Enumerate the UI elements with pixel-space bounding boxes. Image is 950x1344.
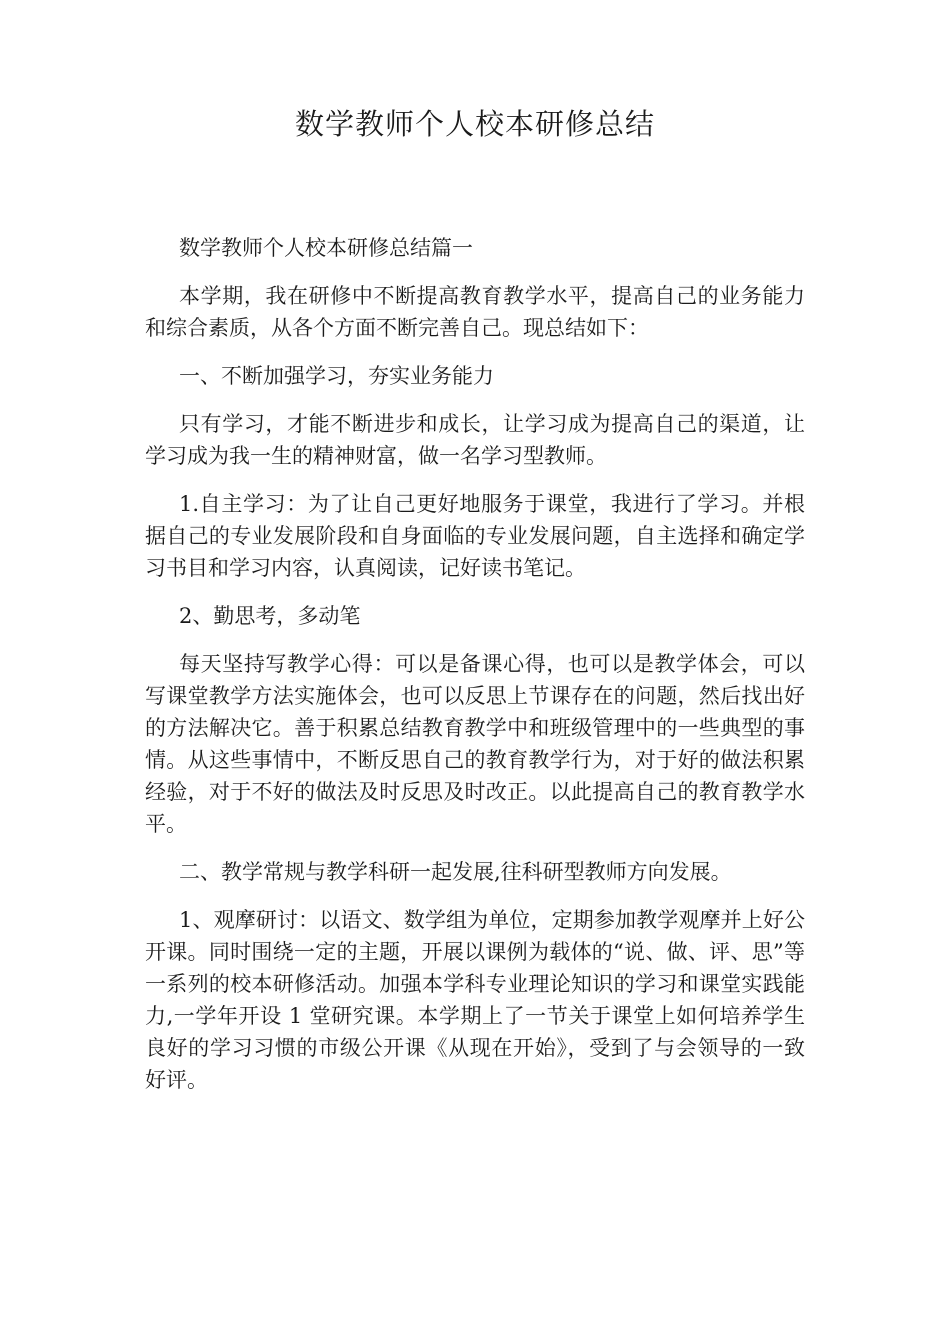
section-heading-learning: 一、不断加强学习，夯实业务能力 bbox=[179, 364, 494, 388]
section-heading-research: 二、教学常规与教学科研一起发展,往科研型教师方向发展。 bbox=[179, 860, 732, 884]
section-heading-part-one: 数学教师个人校本研修总结篇一 bbox=[179, 236, 473, 260]
reflection-paragraph: 每天坚持写教学心得：可以是备课心得，也可以是教学体会，可以写课堂教学方法实施体会，也可以反思上节课存在的问题，然后找出好的方法解决它。善于积累总结教育教学中和班级管理中的一些典型的事情。从这些事情中，不断反思自己的教育教学行为，对于好的做法积累经验，对于不好的做法及时反思及时改正。以此提高自己的教育教学水平。 bbox=[145, 652, 805, 836]
document-body bbox=[145, 232, 805, 1112]
self-study-paragraph: 1.自主学习：为了让自己更好地服务于课堂，我进行了学习。并根据自己的专业发展阶段和自身面临的专业发展问题，自主选择和确定学习书目和学习内容，认真阅读，记好读书笔记。 bbox=[145, 492, 805, 580]
learning-paragraph: 只有学习，才能不断进步和成长，让学习成为提高自己的渠道，让学习成为我一生的精神财富，做一名学习型教师。 bbox=[145, 412, 805, 468]
subheading-think-write: 2、勤思考，多动笔 bbox=[179, 604, 361, 628]
document-title: 数学教师个人校本研修总结 bbox=[294, 107, 655, 141]
intro-paragraph: 本学期，我在研修中不断提高教育教学水平，提高自己的业务能力和综合素质，从各个方面不断完善自己。现总结如下： bbox=[145, 284, 805, 340]
observation-paragraph: 1、观摩研讨：以语文、数学组为单位，定期参加教学观摩并上好公开课。同时围绕一定的主题，开展以课例为载体的“说、做、评、思”等一系列的校本研修活动。加强本学科专业理论知识的学习和课堂实践能力,一学年开设 1 堂研究课。本学期上了一节关于课堂上如何培养学生良好的学习习惯的市级公开课《从现在开始》，受到了与会领导的一致好评。 bbox=[145, 908, 805, 1092]
